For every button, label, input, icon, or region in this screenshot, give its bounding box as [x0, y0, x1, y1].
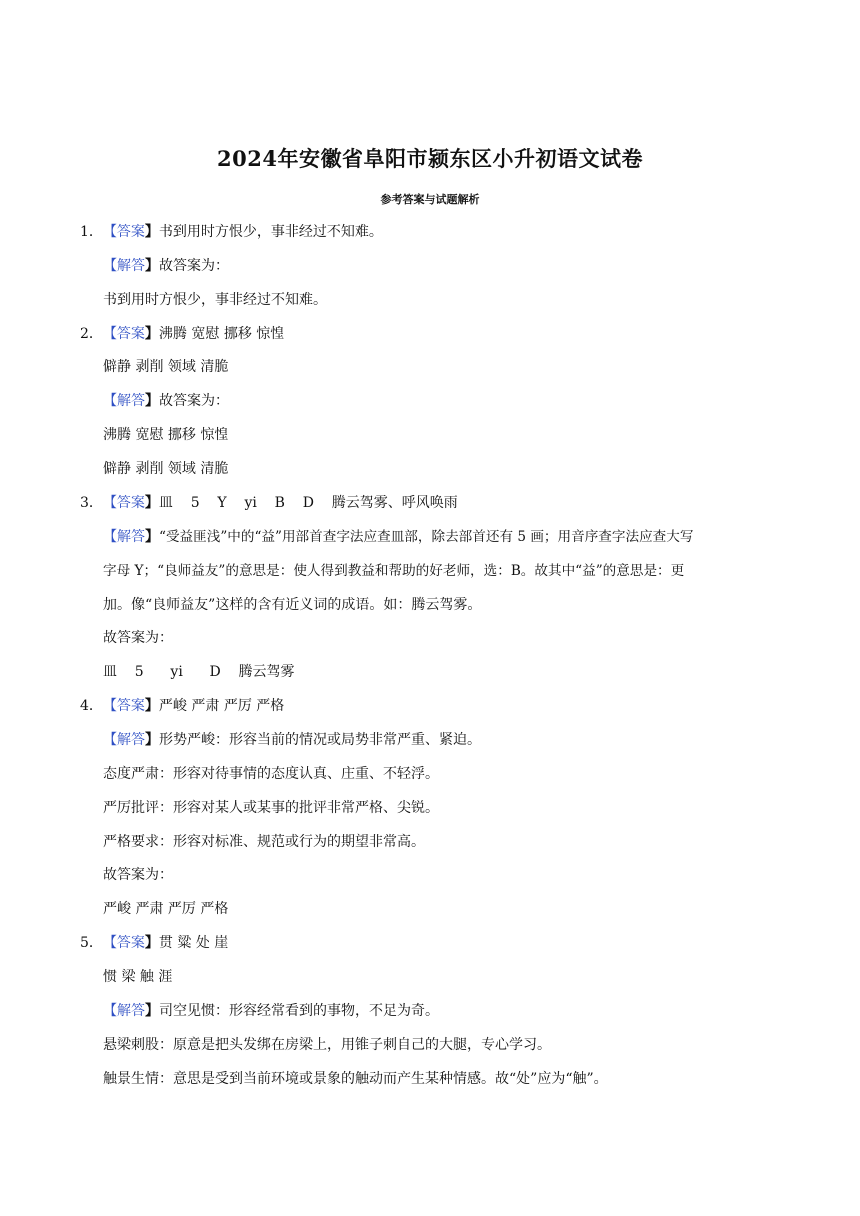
page-subtitle: 参考答案与试题解析 [380, 193, 480, 206]
q3-analysis-line-1 [103, 527, 693, 547]
q4-line-1: 态度严肃：形容对待事情的态度认真、庄重、不轻浮。 [103, 766, 439, 782]
q2-analysis-line [103, 391, 229, 411]
q2-analysis: 故答案为： [159, 393, 229, 409]
q4-line-5: 严峻 严肃 严厉 严格 [103, 901, 229, 917]
answer-tag: 答案 [116, 326, 145, 342]
analysis-tag: 解答 [117, 529, 145, 545]
answer-tag-close: 】 [144, 935, 159, 951]
answer-tag-close: 】 [144, 495, 159, 511]
answer-tag: 答案 [116, 495, 145, 511]
analysis-tag-open: 【 [103, 393, 117, 409]
q3-analysis-1: “受益匪浅”中的“益”用部首查字法应查皿部，除去部首还有 5 画；用音序查字法应查大写 [159, 529, 694, 545]
answer-tag: 答案 [116, 698, 145, 714]
analysis-tag-open: 【 [103, 732, 117, 748]
q4-line-2: 严厉批评：形容对某人或某事的批评非常严格、尖锐。 [103, 800, 439, 816]
q2-line-1: 沸腾 宽慰 挪移 惊惶 [103, 427, 229, 443]
q4-answer-line [80, 696, 284, 716]
q5-analysis: 司空见惯：形容经常看到的事物，不足为奇。 [159, 1003, 439, 1019]
analysis-tag-open: 【 [103, 529, 117, 545]
q4-analysis-line [103, 730, 481, 750]
answer-tag-open: 【 [102, 935, 117, 951]
answer-tag: 答案 [116, 224, 145, 240]
q3-answer: 皿 5 Y yi B D 腾云驾雾、呼风唤雨 [158, 495, 458, 511]
answer-tag-close: 】 [144, 224, 159, 240]
q1-analysis-line [103, 256, 229, 276]
q4-line-4: 故答案为： [103, 867, 173, 883]
analysis-tag: 解答 [117, 732, 145, 748]
q2-line-2: 僻静 剥削 领域 清脆 [103, 461, 229, 477]
analysis-tag-close: 】 [145, 1003, 159, 1019]
q5-answer-line [80, 933, 228, 953]
q2-number: 2． [80, 326, 103, 342]
q4-number: 4． [80, 698, 103, 714]
q5-line-2: 触景生情：意思是受到当前环境或景象的触动而产生某种情感。故“处”应为“触”。 [103, 1071, 608, 1087]
q5-analysis-line [103, 1001, 439, 1021]
q4-answer: 严峻 严肃 严厉 严格 [158, 698, 285, 714]
q4-analysis: 形势严峻：形容当前的情况或局势非常严重、紧迫。 [159, 732, 481, 748]
analysis-tag: 解答 [117, 393, 145, 409]
analysis-tag-close: 】 [145, 732, 159, 748]
q1-answer-line [80, 222, 383, 242]
q5-number: 5． [80, 935, 103, 951]
answer-tag-open: 【 [102, 495, 117, 511]
analysis-tag: 解答 [117, 258, 145, 274]
q3-analysis-line-3: 加。像“良师益友”这样的含有近义词的成语。如：腾云驾雾。 [103, 597, 482, 613]
page-title: 2024年安徽省阜阳市颍东区小升初语文试卷 [217, 146, 643, 171]
q3-number: 3． [80, 495, 103, 511]
answer-tag-open: 【 [102, 326, 117, 342]
analysis-tag-close: 】 [145, 529, 159, 545]
analysis-tag-close: 】 [145, 393, 159, 409]
q2-answer-line [80, 324, 284, 344]
answer-tag-close: 】 [144, 326, 159, 342]
q4-line-3: 严格要求：形容对标准、规范或行为的期望非常高。 [103, 834, 425, 850]
q2-answer-line-2: 僻静 剥削 领域 清脆 [103, 359, 229, 375]
q3-analysis-line-2: 字母 Y；“良师益友”的意思是：使人得到教益和帮助的好老师，选：B。故其中“益”的意思是：更 [103, 563, 685, 579]
analysis-tag-open: 【 [103, 1003, 117, 1019]
q1-line-1: 书到用时方恨少，事非经过不知难。 [103, 292, 327, 308]
q2-answer: 沸腾 宽慰 挪移 惊惶 [158, 326, 285, 342]
q5-answer-line-2: 惯 梁 触 涯 [103, 969, 173, 985]
analysis-tag: 解答 [117, 1003, 145, 1019]
analysis-tag-open: 【 [103, 258, 117, 274]
q1-analysis: 故答案为： [159, 258, 229, 274]
q3-final: 皿 5 yi D 腾云驾雾 [103, 664, 295, 680]
analysis-tag-close: 】 [145, 258, 159, 274]
q1-number: 1． [80, 224, 103, 240]
answer-tag-close: 】 [144, 698, 159, 714]
q5-line-1: 悬梁刺股：原意是把头发绑在房梁上，用锥子刺自己的大腿，专心学习。 [103, 1037, 551, 1053]
answer-tag: 答案 [116, 935, 145, 951]
answer-tag-open: 【 [102, 224, 117, 240]
q5-answer: 贯 粱 处 崖 [158, 935, 229, 951]
q3-answer-line [80, 493, 458, 513]
q1-answer: 书到用时方恨少，事非经过不知难。 [158, 224, 383, 240]
answer-tag-open: 【 [102, 698, 117, 714]
q3-conclusion: 故答案为： [103, 630, 173, 646]
